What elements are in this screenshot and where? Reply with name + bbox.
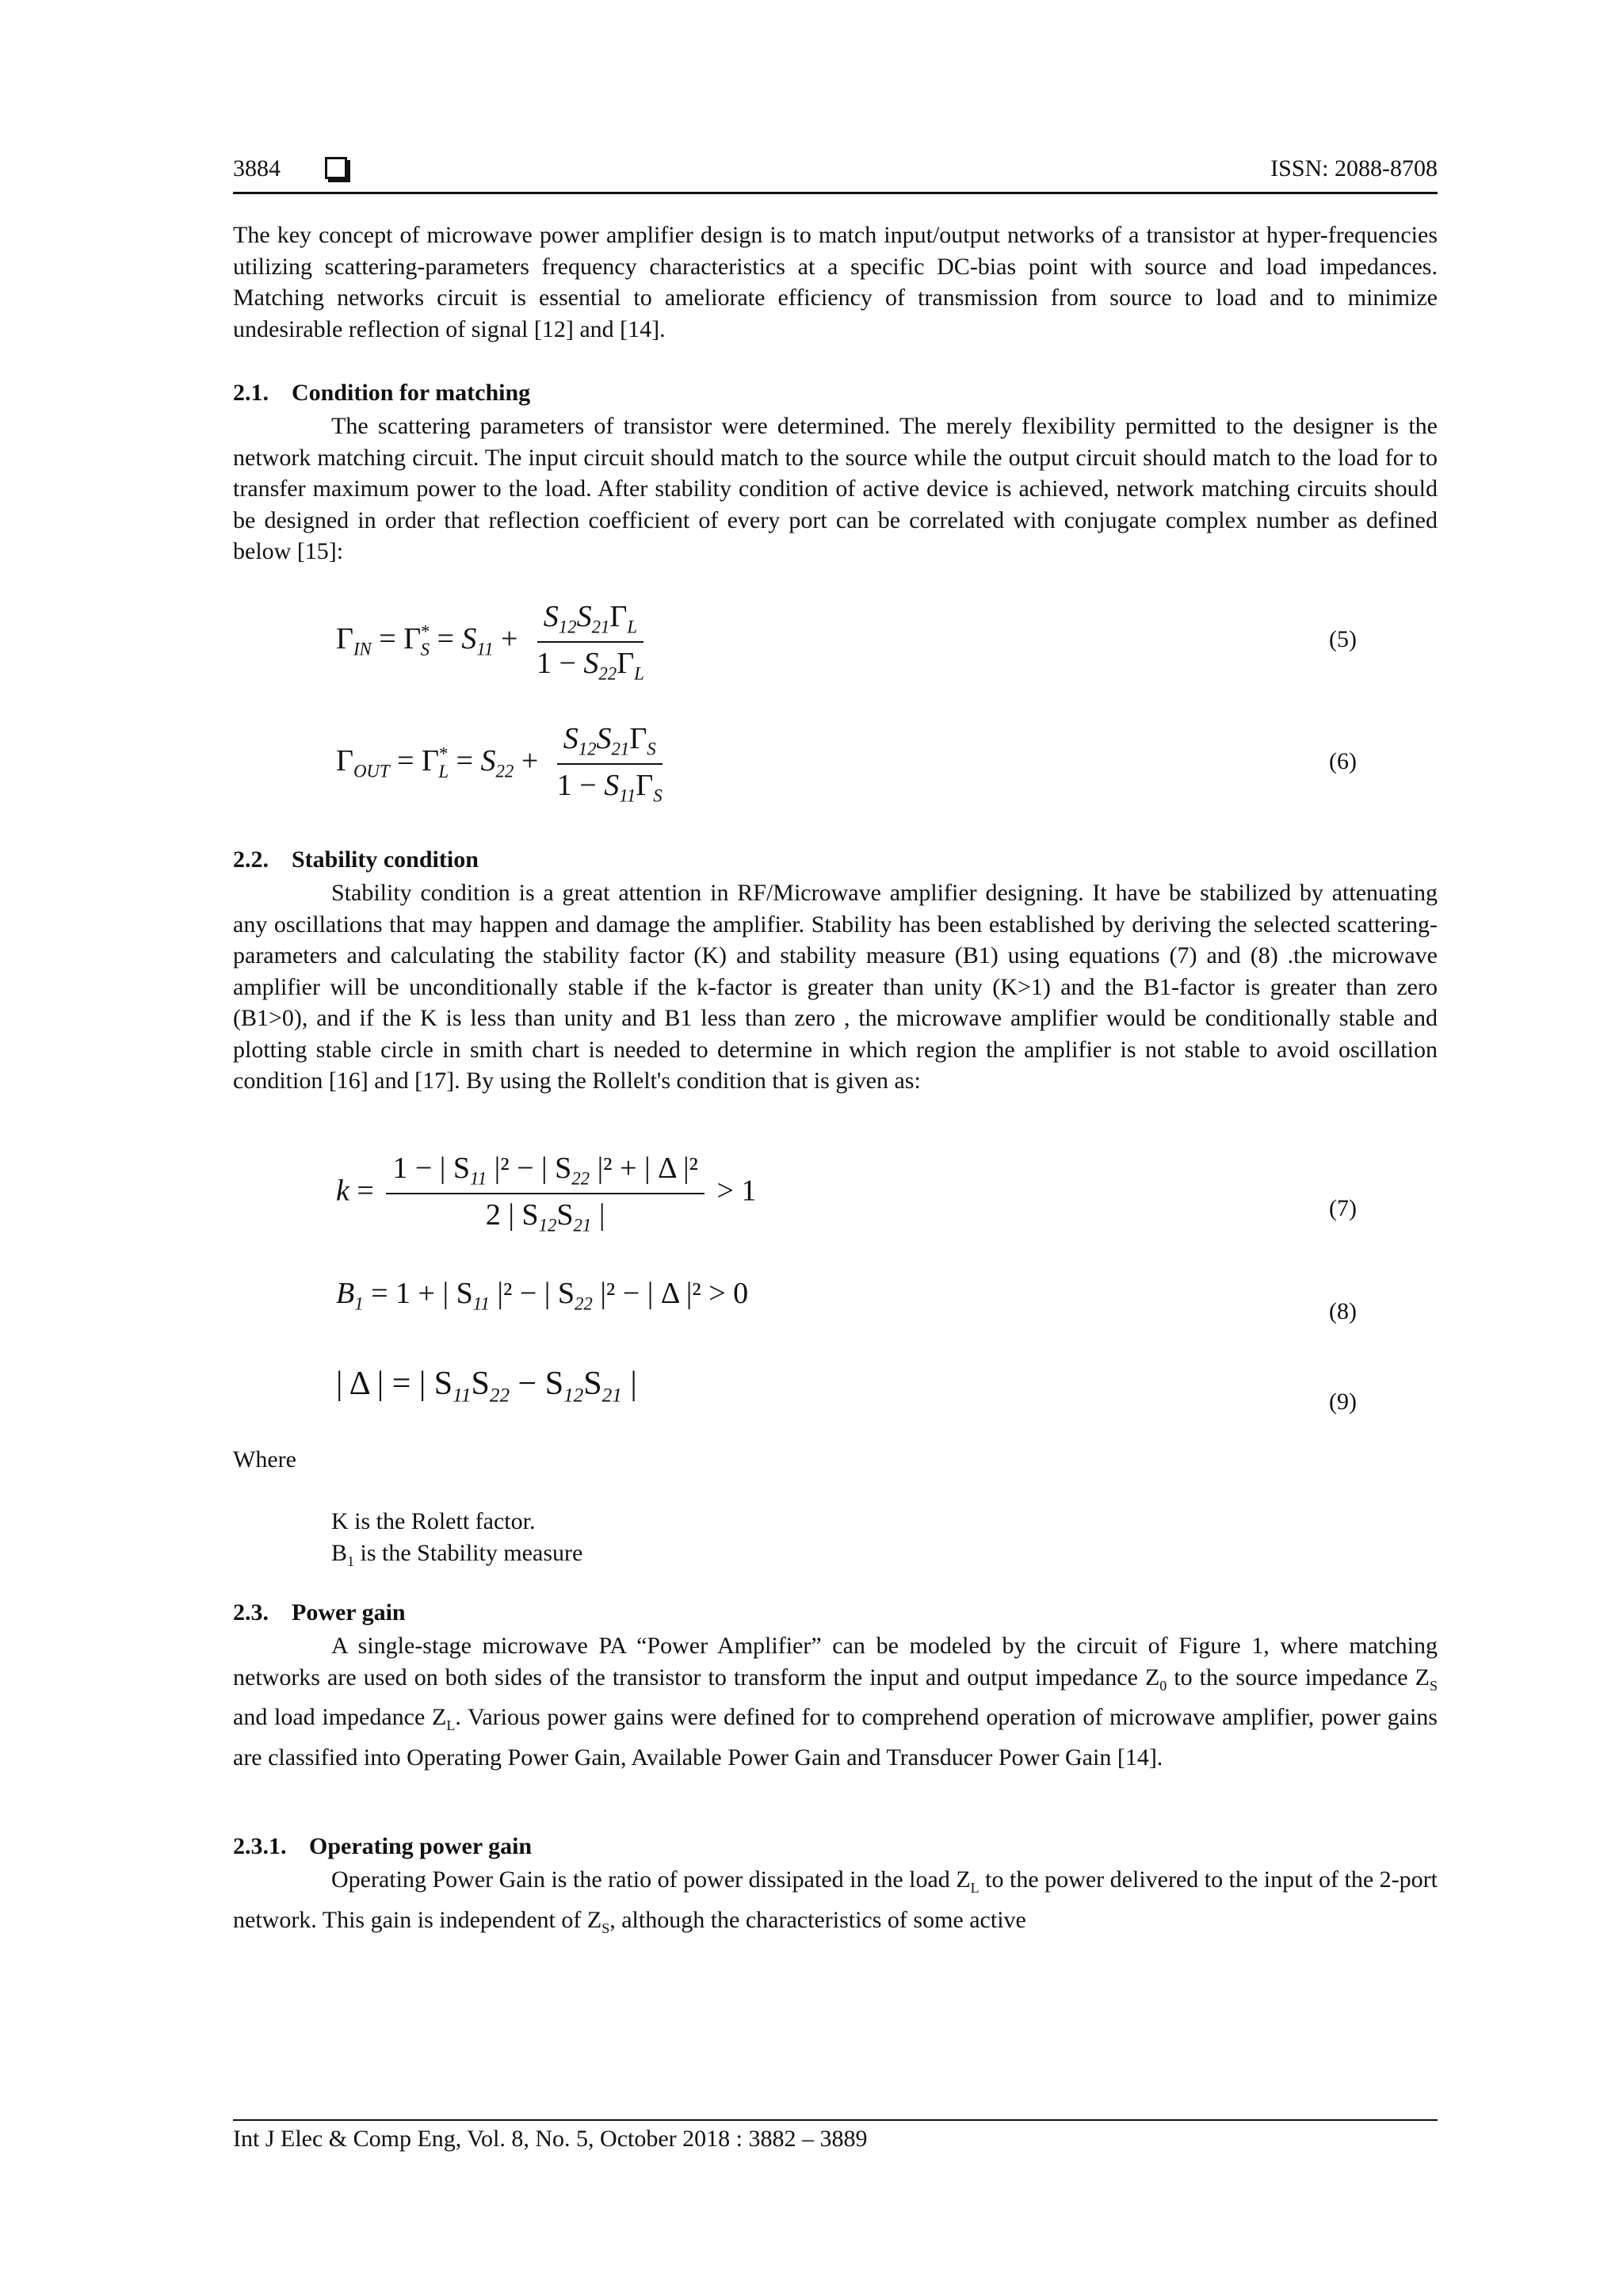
section-number: 2.3.1. — [233, 1833, 287, 1859]
equation-7: k = $\frac{1 - | S_{11} |^2 - | S_{22} |^2 + | \Delta |^2}{2 | S_{12}S_{21} |}$ > 1 — [336, 1152, 757, 1236]
page-footer: Int J Elec & Comp Eng, Vol. 8, No. 5, October 2018 : 3882 – 3889 — [233, 2126, 868, 2152]
issn-label: ISSN: 2088-8708 — [1270, 155, 1438, 181]
section-2-3-body: A single-stage microwave PA “Power Amplifier” can be modeled by the circuit of Figure 1, where matching networks are used on both sides of the transistor to transform the input and output impedance $Z_0$ to the source impedance $Z_S$ and load impedance $Z_L$. Various power gains were defined for to comprehend operation of microwave amplifier, power gains are classified into Operating Power Gain, Available Power Gain and Transducer Power Gain [14]. — [233, 1633, 1438, 1771]
section-title: Operating power gain — [309, 1833, 533, 1859]
intro-paragraph: The key concept of microwave power amplifier design is to match input/output networks of a transistor at hyper-frequencies utilizing scattering-parameters frequency characteristics at a specific DC-bias point with source and load impedances. Matching networks circuit is essential to ameliorate efficiency of transmission from source to load and to minimize undesirable reflection of signal [12] and [14]. — [233, 222, 1438, 342]
equation-8: $B_1 = 1$ + | $S_{11}$ |² − | $S_{22}$ |² − | Δ |² > 0 — [336, 1277, 749, 1314]
section-heading-2-1 — [233, 380, 530, 407]
section-2-1-body: The scattering parameters of transistor were determined. The merely flexibility permitted to the designer is the network matching circuit. The input circuit should match to the source while the output circuit should match to the load for to transfer maximum power to the load. After stability condition of active device is achieved, network matching circuits should be designed in order that reflection coefficient of every port can be correlated with conjugate complex number as defined below [15]: — [233, 413, 1438, 564]
symbol-definitions — [331, 1506, 582, 1577]
section-heading-2-3 — [233, 1599, 406, 1626]
section-number: 2.2. — [233, 846, 269, 873]
section-2-2-body: Stability condition is a great attention in RF/Microwave amplifier designing. It have be stabilized by attenuating any oscillations that may happen and damage the amplifier. Stability has been established by deriving the selected scattering-parameters and calculating the stability factor (K) and stability measure (B1) using equations (7) and (8) .the microwave amplifier will be unconditionally stable if the k-factor is greater than unity (K>1) and the B1-factor is greater than zero (B1>0), and if the K is less than unity and B1 less than zero , the microwave amplifier would be conditionally stable and plotting stable circle in smith chart is needed to determine in which region the amplifier is not stable to avoid oscillation condition [16] and [17]. By using the Rollelt's condition that is given as: — [233, 880, 1438, 1094]
equation-9: | Δ | = | $S_{11}S_{22} - S_{12}S_{21}$ | — [336, 1366, 637, 1407]
where-label: Where — [233, 1446, 296, 1473]
section-heading-2-2 — [233, 846, 479, 873]
section-title: Stability condition — [292, 846, 479, 873]
equation-7-number: (7) — [1329, 1195, 1357, 1221]
page-number: 3884 — [233, 155, 281, 181]
equation-5-number: (5) — [1329, 626, 1357, 652]
section-number: 2.3. — [233, 1599, 269, 1626]
section-title: Condition for matching — [292, 380, 531, 406]
equation-5: $\Gamma_{IN} = \Gamma^*_S = S_{11}$ + $\frac{S_{12}S_{21}\Gamma_L}{1 - S_{22}\Gamma_L}$ — [336, 600, 644, 684]
equation-6: $\Gamma_{OUT} = \Gamma^*_L = S_{22}$ + $\frac{S_{12}S_{21}\Gamma_S}{1 - S_{11}\Gamma_S}$ — [336, 722, 663, 806]
equation-8-number: (8) — [1329, 1298, 1357, 1324]
equation-9-number: (9) — [1329, 1389, 1357, 1415]
section-2-3-1-body: Operating Power Gain is the ratio of power dissipated in the load $Z_L$ to the power delivered to the input of the 2-port network. This gain is independent of $Z_S$, although the characteristics of some active — [233, 1866, 1438, 1936]
section-heading-2-3-1 — [233, 1833, 532, 1860]
k-definition: K is the Rolett factor. — [331, 1508, 536, 1534]
section-title: Power gain — [292, 1599, 406, 1626]
footer-rule — [233, 2119, 1438, 2121]
square-bullet-icon — [325, 157, 347, 179]
equation-6-number: (6) — [1329, 748, 1357, 774]
header-rule — [233, 192, 1438, 194]
b1-definition: $B_1$ is the Stability measure — [331, 1540, 583, 1569]
section-number: 2.1. — [233, 380, 269, 406]
